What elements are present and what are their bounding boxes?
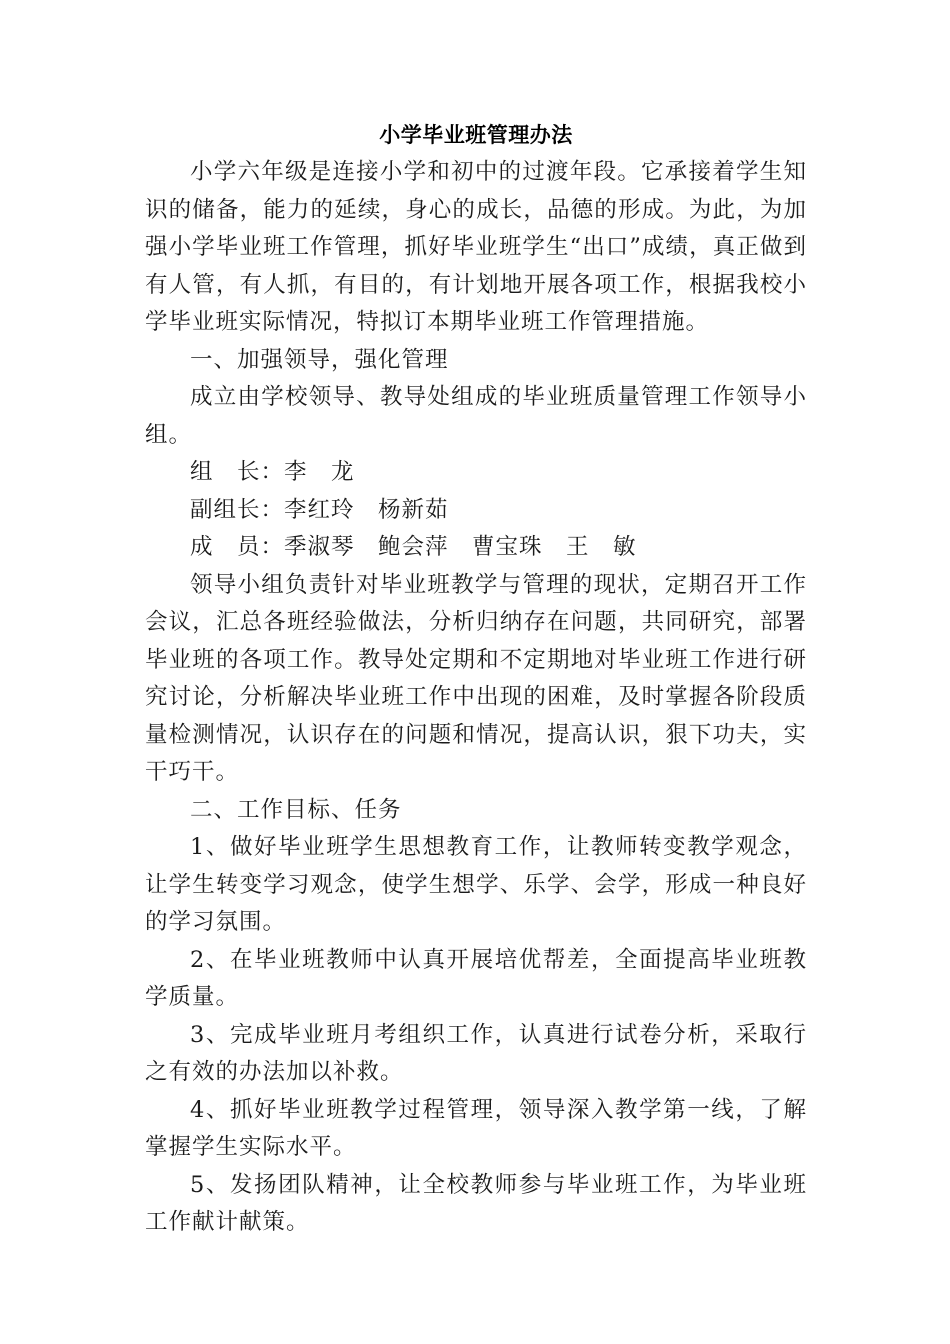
section-1-paragraph: 成立由学校领导、教导处组成的毕业班质量管理工作领导小组。 — [145, 384, 807, 448]
section-1-heading: 一、加强领导，强化管理 — [190, 346, 449, 373]
section-1-paragraph-2: 领导小组负责针对毕业班教学与管理的现状，定期召开工作会议，汇总各班经验做法，分析归纳存在问题，共同研究，部署毕业班的各项工作。教导处定期和不定期地对毕业班工作进行研究讨论，分析解决毕业班工作中出现的困难，及时掌握各阶段质量检测情况，认识存在的问题和情况，提高认识，狠下功夫，实干巧干。 — [145, 571, 807, 785]
section-2-heading: 二、工作目标、任务 — [190, 796, 402, 823]
task-item-5: 5、发扬团队精神，让全校教师参与毕业班工作，为毕业班工作献计献策。 — [145, 1171, 807, 1235]
task-item-4: 4、抓好毕业班教学过程管理，领导深入教学第一线，了解掌握学生实际水平。 — [145, 1096, 807, 1160]
group-leader-line: 组 长：李 龙 — [190, 459, 355, 485]
deputy-leader-line: 副组长：李红玲 杨新茹 — [190, 496, 449, 523]
task-item-1: 1、做好毕业班学生思想教育工作，让教师转变教学观念，让学生转变学习观念，使学生想学、乐学、会学，形成一种良好的学习氛围。 — [145, 834, 807, 935]
task-item-3: 3、完成毕业班月考组织工作，认真进行试卷分析，采取行之有效的办法加以补救。 — [145, 1021, 807, 1085]
intro-paragraph: 小学六年级是连接小学和初中的过渡年段。它承接着学生知识的储备，能力的延续，身心的成长，品德的形成。为此，为加强小学毕业班工作管理，抓好毕业班学生“出口”成绩，真正做到有人管，有人抓，有目的，有计划地开展各项工作，根据我校小学毕业班实际情况，特拟订本期毕业班工作管理措施。 — [145, 159, 807, 335]
document-title: 小学毕业班管理办法 — [379, 123, 573, 147]
document-body — [145, 116, 807, 1242]
task-item-2: 2、在毕业班教师中认真开展培优帮差，全面提高毕业班教学质量。 — [145, 946, 807, 1010]
members-line: 成 员：季淑琴 鲍会萍 曹宝珠 王 敏 — [190, 534, 637, 560]
